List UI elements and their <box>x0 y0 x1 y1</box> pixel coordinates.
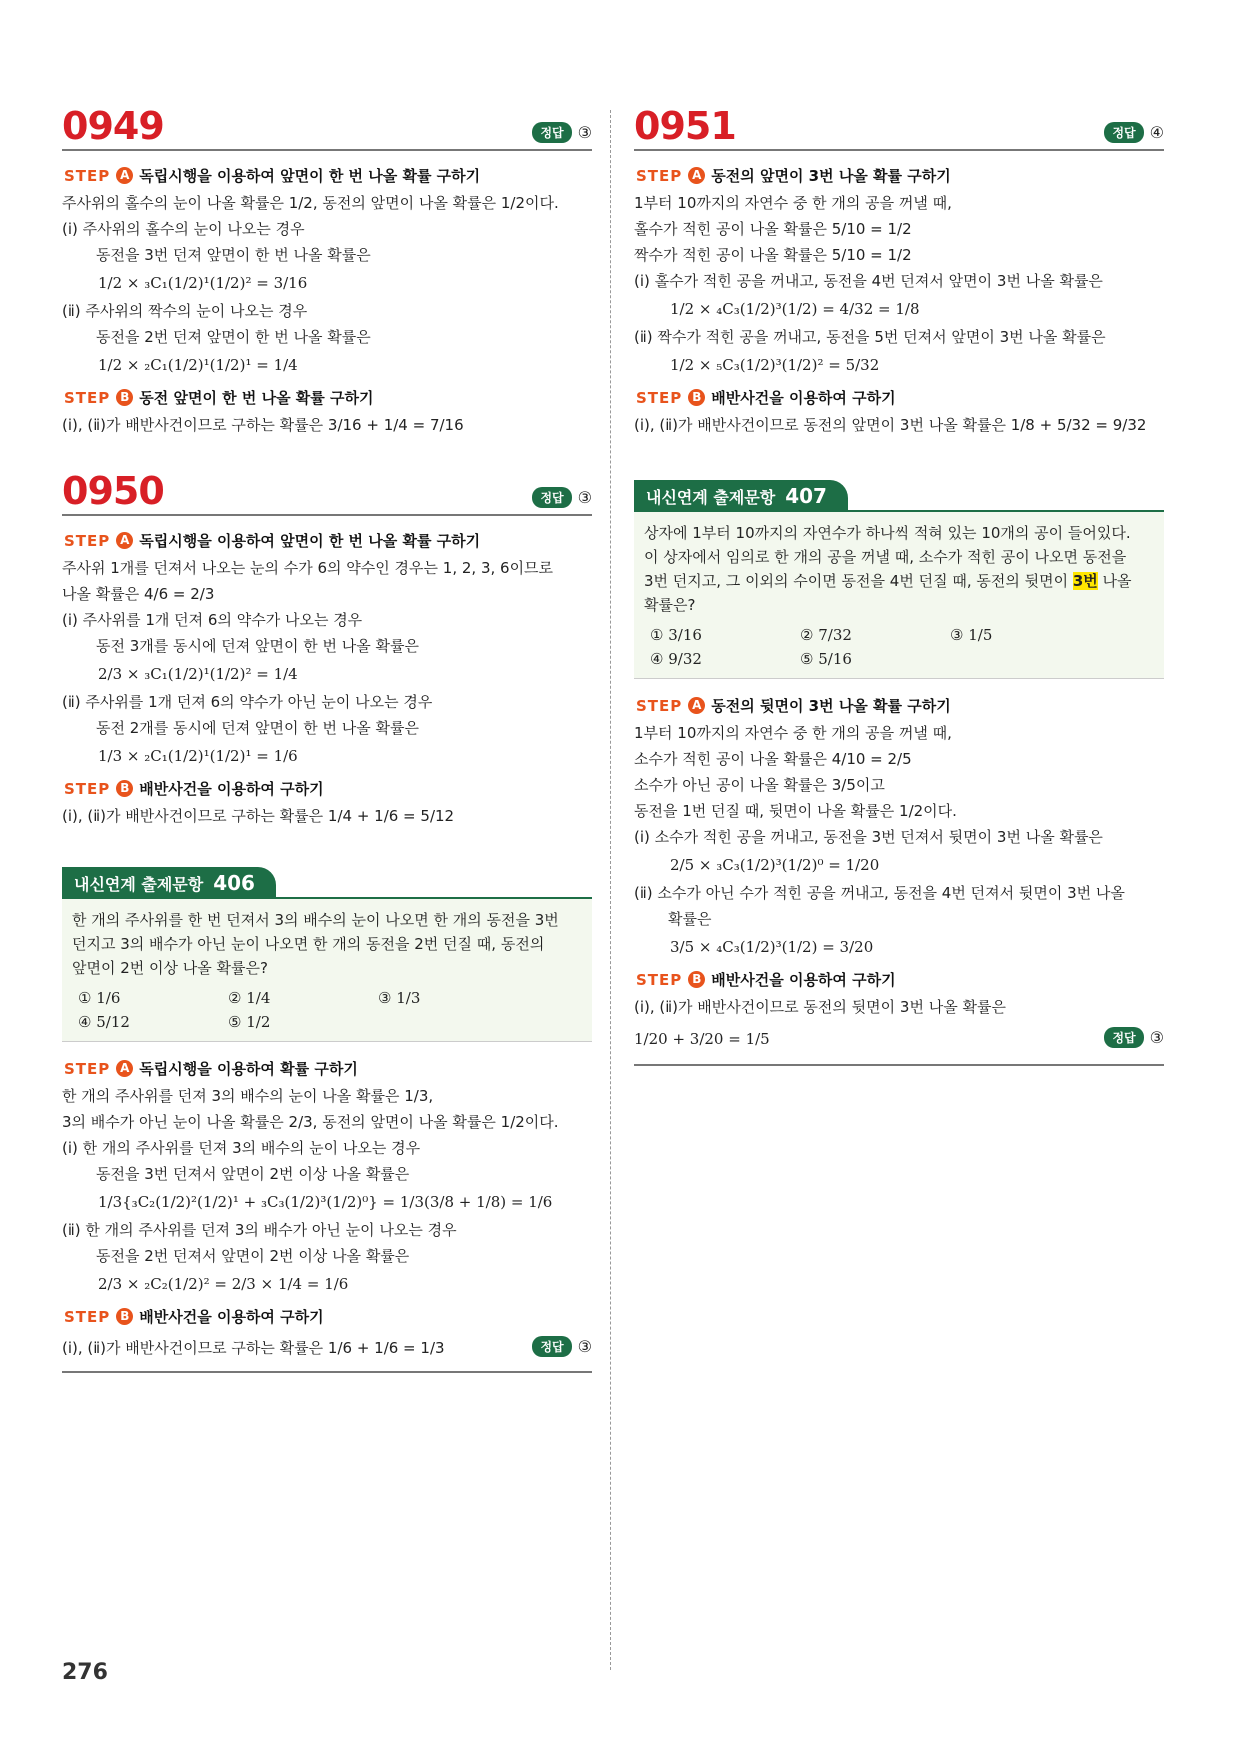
solution-line: 1부터 10까지의 자연수 중 한 개의 공을 꺼낼 때, <box>634 194 952 212</box>
case-i-formula: 1/3{₃C₂(1/2)²(1/2)¹ + ₃C₃(1/2)³(1/2)⁰} = 1/3(3/8 + 1/8) = 1/6 <box>98 1193 553 1211</box>
case-ii-desc: 동전을 2번 던져 앞면이 한 번 나올 확률은 <box>96 328 371 346</box>
solution-line: 3의 배수가 아닌 눈이 나올 확률은 2/3, 동전의 앞면이 나올 확률은 1/2이다. <box>62 1113 559 1131</box>
step-b-icon: B <box>688 389 705 406</box>
step-word: STEP <box>64 388 111 407</box>
right-column <box>634 105 1164 1066</box>
step-b-heading <box>64 1306 592 1327</box>
step-word: STEP <box>64 1307 111 1326</box>
answer-label <box>1104 1027 1164 1048</box>
problem-header <box>62 470 592 516</box>
case-i: (ⅰ) 한 개의 주사위를 던져 3의 배수의 눈이 나오는 경우 <box>62 1139 421 1157</box>
case-ii: (ⅱ) 한 개의 주사위를 던져 3의 배수가 아닌 눈이 나오는 경우 <box>62 1221 457 1239</box>
related-problem-header <box>634 480 848 512</box>
step-a-icon: A <box>116 167 133 184</box>
final-line: (ⅰ), (ⅱ)가 배반사건이므로 구하는 확률은 3/16 + 1/4 = 7/16 <box>62 416 464 434</box>
case-i-desc: 동전을 3번 던져서 앞면이 2번 이상 나올 확률은 <box>96 1165 410 1183</box>
choice-list <box>72 989 582 1031</box>
case-i-formula: 2/5 × ₃C₃(1/2)³(1/2)⁰ = 1/20 <box>670 856 880 874</box>
choice-4: ④ 9/32 <box>650 650 702 668</box>
case-ii-formula: 2/3 × ₂C₂(1/2)² = 2/3 × 1/4 = 1/6 <box>98 1275 349 1293</box>
step-a-icon: A <box>688 697 705 714</box>
solution-line: 소수가 아닌 공이 나올 확률은 3/5이고 <box>634 776 885 794</box>
final-line: (ⅰ), (ⅱ)가 배반사건이므로 구하는 확률은 1/4 + 1/6 = 5/12 <box>62 807 455 825</box>
step-word: STEP <box>64 1059 111 1078</box>
final-line: (ⅰ), (ⅱ)가 배반사건이므로 구하는 확률은 1/6 + 1/6 = 1/3 <box>62 1339 445 1357</box>
choice-2: ② 1/4 <box>228 989 271 1007</box>
step-title: 배반사건을 이용하여 구하기 <box>711 389 896 407</box>
final-row <box>634 1022 1164 1056</box>
choice-3: ③ 1/3 <box>378 989 421 1007</box>
solution-line: 1부터 10까지의 자연수 중 한 개의 공을 꺼낼 때, <box>634 724 952 742</box>
step-title: 동전 앞면이 한 번 나올 확률 구하기 <box>139 389 374 407</box>
step-title: 독립시행을 이용하여 앞면이 한 번 나올 확률 구하기 <box>139 532 481 550</box>
answer-label <box>532 122 592 143</box>
question-text: 나올 <box>1097 572 1132 590</box>
answer-badge: 정답 <box>1104 122 1143 143</box>
step-a-icon: A <box>116 1060 133 1077</box>
question-line: 한 개의 주사위를 한 번 던져서 3의 배수의 눈이 나오면 한 개의 동전을 3번 <box>72 911 559 929</box>
answer-value: ③ <box>1149 1027 1164 1047</box>
step-title: 배반사건을 이용하여 구하기 <box>711 971 896 989</box>
case-ii: (ⅱ) 주사위의 짝수의 눈이 나오는 경우 <box>62 302 308 320</box>
problem-0949 <box>62 105 592 436</box>
step-b-icon: B <box>116 780 133 797</box>
choice-1: ① 1/6 <box>78 989 121 1007</box>
answer-badge: 정답 <box>532 487 571 508</box>
choice-5: ⑤ 1/2 <box>228 1013 271 1031</box>
step-b-icon: B <box>116 1308 133 1325</box>
step-a-heading <box>64 1058 592 1079</box>
case-i: (ⅰ) 주사위의 홀수의 눈이 나오는 경우 <box>62 220 305 238</box>
solution-line: 주사위의 홀수의 눈이 나올 확률은 1/2, 동전의 앞면이 나올 확률은 1/2이다. <box>62 194 559 212</box>
related-problem-header <box>62 867 276 899</box>
solution-line: 소수가 적힌 공이 나올 확률은 4/10 = 2/5 <box>634 750 912 768</box>
problem-header <box>62 105 592 151</box>
case-ii-formula: 1/2 × ₂C₁(1/2)¹(1/2)¹ = 1/4 <box>98 356 298 374</box>
section-rule <box>62 1371 592 1373</box>
final-line: (ⅰ), (ⅱ)가 배반사건이므로 동전의 뒷면이 3번 나올 확률은 <box>634 998 1006 1016</box>
case-i-desc: 동전 3개를 동시에 던져 앞면이 한 번 나올 확률은 <box>96 637 419 655</box>
step-a-heading <box>636 695 1164 716</box>
step-title: 배반사건을 이용하여 구하기 <box>139 1308 324 1326</box>
case-ii: (ⅱ) 짝수가 적힌 공을 꺼내고, 동전을 5번 던져서 앞면이 3번 나올 확률은 <box>634 328 1106 346</box>
case-i: (ⅰ) 소수가 적힌 공을 꺼내고, 동전을 3번 던져서 뒷면이 3번 나올 확률은 <box>634 828 1103 846</box>
related-problem-407 <box>634 480 1164 1066</box>
step-word: STEP <box>636 388 683 407</box>
step-b-heading <box>636 387 1164 408</box>
page-number: 276 <box>62 1660 108 1685</box>
case-ii-desc: 동전을 2번 던져서 앞면이 2번 이상 나올 확률은 <box>96 1247 410 1265</box>
step-title: 배반사건을 이용하여 구하기 <box>139 780 324 798</box>
problem-0950 <box>62 470 592 827</box>
answer-value: ④ <box>1149 123 1164 142</box>
step-word: STEP <box>636 696 683 715</box>
step-title: 동전의 앞면이 3번 나올 확률 구하기 <box>711 167 951 185</box>
section-rule <box>634 1064 1164 1066</box>
answer-label <box>532 1336 592 1357</box>
solution-line: 나올 확률은 4/6 = 2/3 <box>62 585 215 603</box>
step-b-icon: B <box>688 971 705 988</box>
answer-value: ③ <box>577 1336 592 1356</box>
answer-value: ③ <box>577 123 592 142</box>
step-word: STEP <box>636 970 683 989</box>
step-word: STEP <box>64 166 111 185</box>
step-a-heading <box>64 530 592 551</box>
problem-0951 <box>634 105 1164 436</box>
related-problem-label: 내신연계 출제문항 <box>646 487 776 507</box>
solution-line: 홀수가 적힌 공이 나올 확률은 5/10 = 1/2 <box>634 220 912 238</box>
step-title: 동전의 뒷면이 3번 나올 확률 구하기 <box>711 697 951 715</box>
related-problem-406 <box>62 867 592 1373</box>
related-problem-body <box>634 512 1164 679</box>
case-ii-formula: 1/2 × ₅C₃(1/2)³(1/2)² = 5/32 <box>670 356 880 374</box>
step-b-heading <box>64 387 592 408</box>
case-i-desc: 동전을 3번 던져 앞면이 한 번 나올 확률은 <box>96 246 371 264</box>
final-formula: 1/20 + 3/20 = 1/5 <box>634 1030 770 1048</box>
answer-label <box>532 487 592 508</box>
step-word: STEP <box>64 531 111 550</box>
case-i: (ⅰ) 주사위를 1개 던져 6의 약수가 나오는 경우 <box>62 611 363 629</box>
problem-number: 0951 <box>634 104 736 148</box>
solution-line: 한 개의 주사위를 던져 3의 배수의 눈이 나올 확률은 1/3, <box>62 1087 434 1105</box>
answer-badge: 정답 <box>532 122 571 143</box>
related-problem-body <box>62 899 592 1042</box>
related-problem-number: 407 <box>785 484 827 508</box>
left-column <box>62 105 592 1373</box>
choice-3: ③ 1/5 <box>950 626 993 644</box>
solution-line: 주사위 1개를 던져서 나오는 눈의 수가 6의 약수인 경우는 1, 2, 3, 6이므로 <box>62 559 554 577</box>
choice-1: ① 3/16 <box>650 626 702 644</box>
solution-line: 짝수가 적힌 공이 나올 확률은 5/10 = 1/2 <box>634 246 912 264</box>
step-word: STEP <box>64 779 111 798</box>
question-line: 확률은? <box>644 596 696 614</box>
related-problem-label: 내신연계 출제문항 <box>74 874 204 894</box>
case-i-formula: 2/3 × ₃C₁(1/2)¹(1/2)² = 1/4 <box>98 665 298 683</box>
case-i-formula: 1/2 × ₃C₁(1/2)¹(1/2)² = 3/16 <box>98 274 308 292</box>
solution-line: 동전을 1번 던질 때, 뒷면이 나올 확률은 1/2이다. <box>634 802 957 820</box>
answer-badge: 정답 <box>1104 1027 1143 1048</box>
step-word: STEP <box>636 166 683 185</box>
answer-label <box>1104 122 1164 143</box>
case-ii-desc: 확률은 <box>668 910 712 928</box>
step-b-heading <box>636 969 1164 990</box>
step-b-icon: B <box>116 389 133 406</box>
answer-badge: 정답 <box>532 1336 571 1357</box>
choice-5: ⑤ 5/16 <box>800 650 852 668</box>
case-i-formula: 1/2 × ₄C₃(1/2)³(1/2) = 4/32 = 1/8 <box>670 300 920 318</box>
question-line: 앞면이 2번 이상 나올 확률은? <box>72 959 268 977</box>
problem-number: 0950 <box>62 469 164 513</box>
question-line: 이 상자에서 임의로 한 개의 공을 꺼낼 때, 소수가 적힌 공이 나오면 동전을 <box>644 548 1127 566</box>
case-ii-formula: 3/5 × ₄C₃(1/2)³(1/2) = 3/20 <box>670 938 874 956</box>
question-line: 상자에 1부터 10까지의 자연수가 하나씩 적혀 있는 10개의 공이 들어있다. <box>644 524 1131 542</box>
step-a-heading <box>636 165 1164 186</box>
choice-2: ② 7/32 <box>800 626 852 644</box>
choice-list <box>644 626 1154 668</box>
final-row <box>62 1333 592 1363</box>
case-i: (ⅰ) 홀수가 적힌 공을 꺼내고, 동전을 4번 던져서 앞면이 3번 나올 확률은 <box>634 272 1103 290</box>
step-title: 독립시행을 이용하여 확률 구하기 <box>139 1060 358 1078</box>
case-ii-formula: 1/3 × ₂C₁(1/2)¹(1/2)¹ = 1/6 <box>98 747 298 765</box>
question-line: 던지고 3의 배수가 아닌 눈이 나오면 한 개의 동전을 2번 던질 때, 동전의 <box>72 935 545 953</box>
case-ii: (ⅱ) 주사위를 1개 던져 6의 약수가 아닌 눈이 나오는 경우 <box>62 693 433 711</box>
step-a-heading <box>64 165 592 186</box>
column-divider <box>610 110 611 1670</box>
highlighted-text: 3번 <box>1072 572 1098 590</box>
problem-header <box>634 105 1164 151</box>
choice-4: ④ 5/12 <box>78 1013 130 1031</box>
question-line <box>644 570 1154 592</box>
step-a-icon: A <box>688 167 705 184</box>
case-ii: (ⅱ) 소수가 아닌 수가 적힌 공을 꺼내고, 동전을 4번 던져서 뒷면이 3번 나올 <box>634 884 1125 902</box>
step-title: 독립시행을 이용하여 앞면이 한 번 나올 확률 구하기 <box>139 167 481 185</box>
problem-number: 0949 <box>62 104 164 148</box>
step-b-heading <box>64 778 592 799</box>
case-ii-desc: 동전 2개를 동시에 던져 앞면이 한 번 나올 확률은 <box>96 719 419 737</box>
related-problem-number: 406 <box>213 871 255 895</box>
step-a-icon: A <box>116 532 133 549</box>
final-line: (ⅰ), (ⅱ)가 배반사건이므로 동전의 앞면이 3번 나올 확률은 1/8 + 5/32 = 9/32 <box>634 416 1147 434</box>
question-text: 3번 던지고, 그 이외의 수이면 동전을 4번 던질 때, 동전의 뒷면이 <box>644 572 1073 590</box>
answer-value: ③ <box>577 488 592 507</box>
